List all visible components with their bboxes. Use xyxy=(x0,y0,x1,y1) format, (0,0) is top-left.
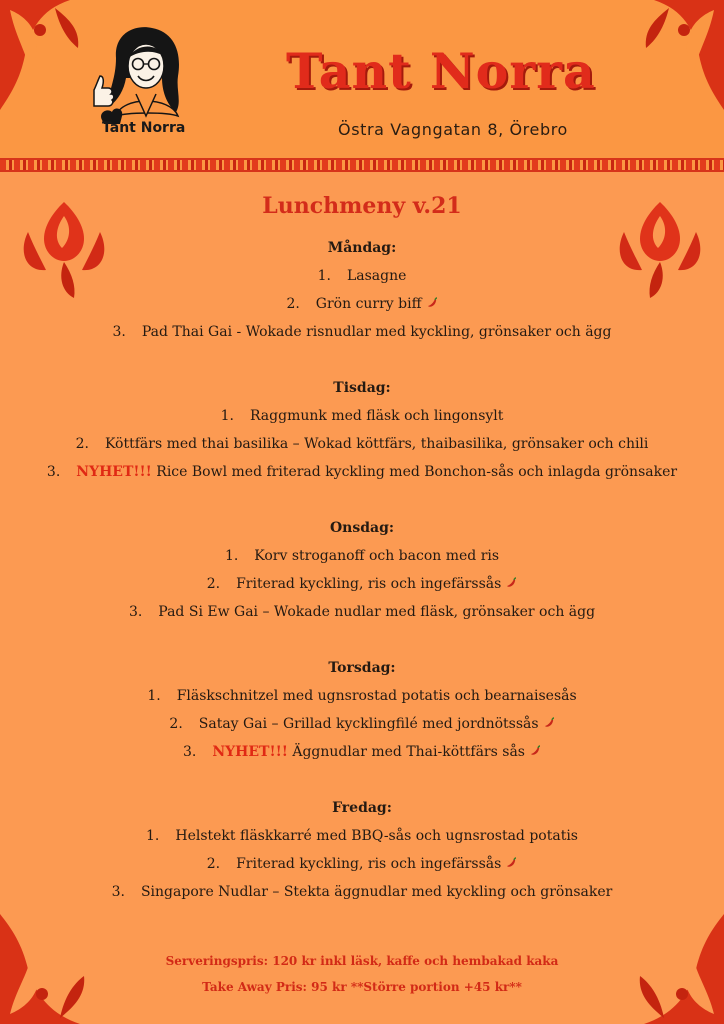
chili-icon xyxy=(529,739,541,751)
dish-item xyxy=(40,878,684,906)
dish-text: Köttfärs med thai basilika – Wokad köttfärs, thaibasilika, grönsaker och chili xyxy=(104,436,649,452)
dish-number: 3. xyxy=(46,464,61,480)
chili-icon xyxy=(426,291,438,303)
dish-text: Äggnudlar med Thai-köttfärs sås xyxy=(292,744,525,760)
day-name: Fredag: xyxy=(332,800,392,816)
restaurant-name: Tant Norra xyxy=(286,42,596,100)
serving-price: Serveringspris: 120 kr inkl läsk, kaffe och hembakad kaka xyxy=(165,954,559,968)
dish-text: Friterad kyckling, ris och ingefärssås xyxy=(236,856,502,872)
dish-number: 2. xyxy=(286,296,300,312)
dish-text: Pad Si Ew Gai – Wokade nudlar med fläsk, grönsaker och ägg xyxy=(158,604,596,620)
day-block xyxy=(40,234,684,346)
dish-item xyxy=(40,570,684,598)
dish-item xyxy=(40,262,684,290)
restaurant-address: Östra Vagngatan 8, Örebro xyxy=(338,120,568,139)
dish-item xyxy=(40,458,684,486)
day-name: Onsdag: xyxy=(329,520,395,536)
dish-number: 1. xyxy=(317,268,331,284)
day-name: Tisdag: xyxy=(333,380,391,396)
dish-number: 3. xyxy=(111,884,125,900)
dish-text: Satay Gai – Grillad kycklingfilé med jordnötssås xyxy=(198,716,539,732)
corner-ornament-top-left-icon xyxy=(0,0,100,110)
dish-item xyxy=(40,290,684,318)
dish-text: Singapore Nudlar – Stekta äggnudlar med kyckling och grönsaker xyxy=(140,884,613,900)
chili-icon xyxy=(543,711,555,723)
dish-item xyxy=(40,710,684,738)
dish-item xyxy=(40,598,684,626)
dish-text: Pad Thai Gai - Wokade risnudlar med kyckling, grönsaker och ägg xyxy=(141,324,612,340)
menu xyxy=(40,234,684,934)
dish-item xyxy=(40,402,684,430)
day-block xyxy=(40,514,684,626)
logo-text: Tant Norra xyxy=(102,120,186,136)
chili-icon xyxy=(505,571,517,583)
dish-number: 1. xyxy=(146,828,160,844)
dish-item xyxy=(40,682,684,710)
day-name: Torsdag: xyxy=(328,660,396,676)
decorative-border xyxy=(0,158,724,172)
dish-item xyxy=(40,542,684,570)
day-name: Måndag: xyxy=(327,240,397,256)
dish-number: 1. xyxy=(220,408,234,424)
dish-text: Rice Bowl med friterad kyckling med Bonchon-sås och inlagda grönsaker xyxy=(156,464,678,480)
dish-text: Friterad kyckling, ris och ingefärssås xyxy=(236,576,502,592)
dish-item xyxy=(40,822,684,850)
takeaway-price: Take Away Pris: 95 kr **Större portion +45 kr** xyxy=(202,980,522,994)
dish-number: 2. xyxy=(169,716,183,732)
dish-number: 3. xyxy=(112,324,126,340)
menu-title: Lunchmeny v.21 xyxy=(262,193,462,219)
day-block xyxy=(40,794,684,906)
dish-item xyxy=(40,430,684,458)
new-badge: NYHET!!! xyxy=(76,464,152,480)
dish-number: 1. xyxy=(147,688,161,704)
dish-text: Fläskschnitzel med ugnsrostad potatis och bearnaisesås xyxy=(176,688,577,704)
dish-number: 3. xyxy=(128,604,143,620)
day-block xyxy=(40,654,684,766)
dish-number: 1. xyxy=(224,548,239,564)
new-badge: NYHET!!! xyxy=(212,744,288,760)
dish-number: 2. xyxy=(206,856,221,872)
dish-text: Raggmunk med fläsk och lingonsylt xyxy=(249,408,504,424)
chili-icon xyxy=(505,851,517,863)
dish-item xyxy=(40,738,684,766)
dish-text: Helstekt fläskkarré med BBQ-sås och ugnsrostad potatis xyxy=(175,828,578,844)
dish-number: 3. xyxy=(183,744,197,760)
price-info xyxy=(0,948,724,1000)
dish-number: 2. xyxy=(75,436,89,452)
dish-item xyxy=(40,850,684,878)
dish-number: 2. xyxy=(206,576,221,592)
dish-item xyxy=(40,318,684,346)
dish-text: Lasagne xyxy=(346,268,407,284)
dish-text: Korv stroganoff och bacon med ris xyxy=(254,548,500,564)
dish-text: Grön curry biff xyxy=(315,296,422,312)
day-block xyxy=(40,374,684,486)
